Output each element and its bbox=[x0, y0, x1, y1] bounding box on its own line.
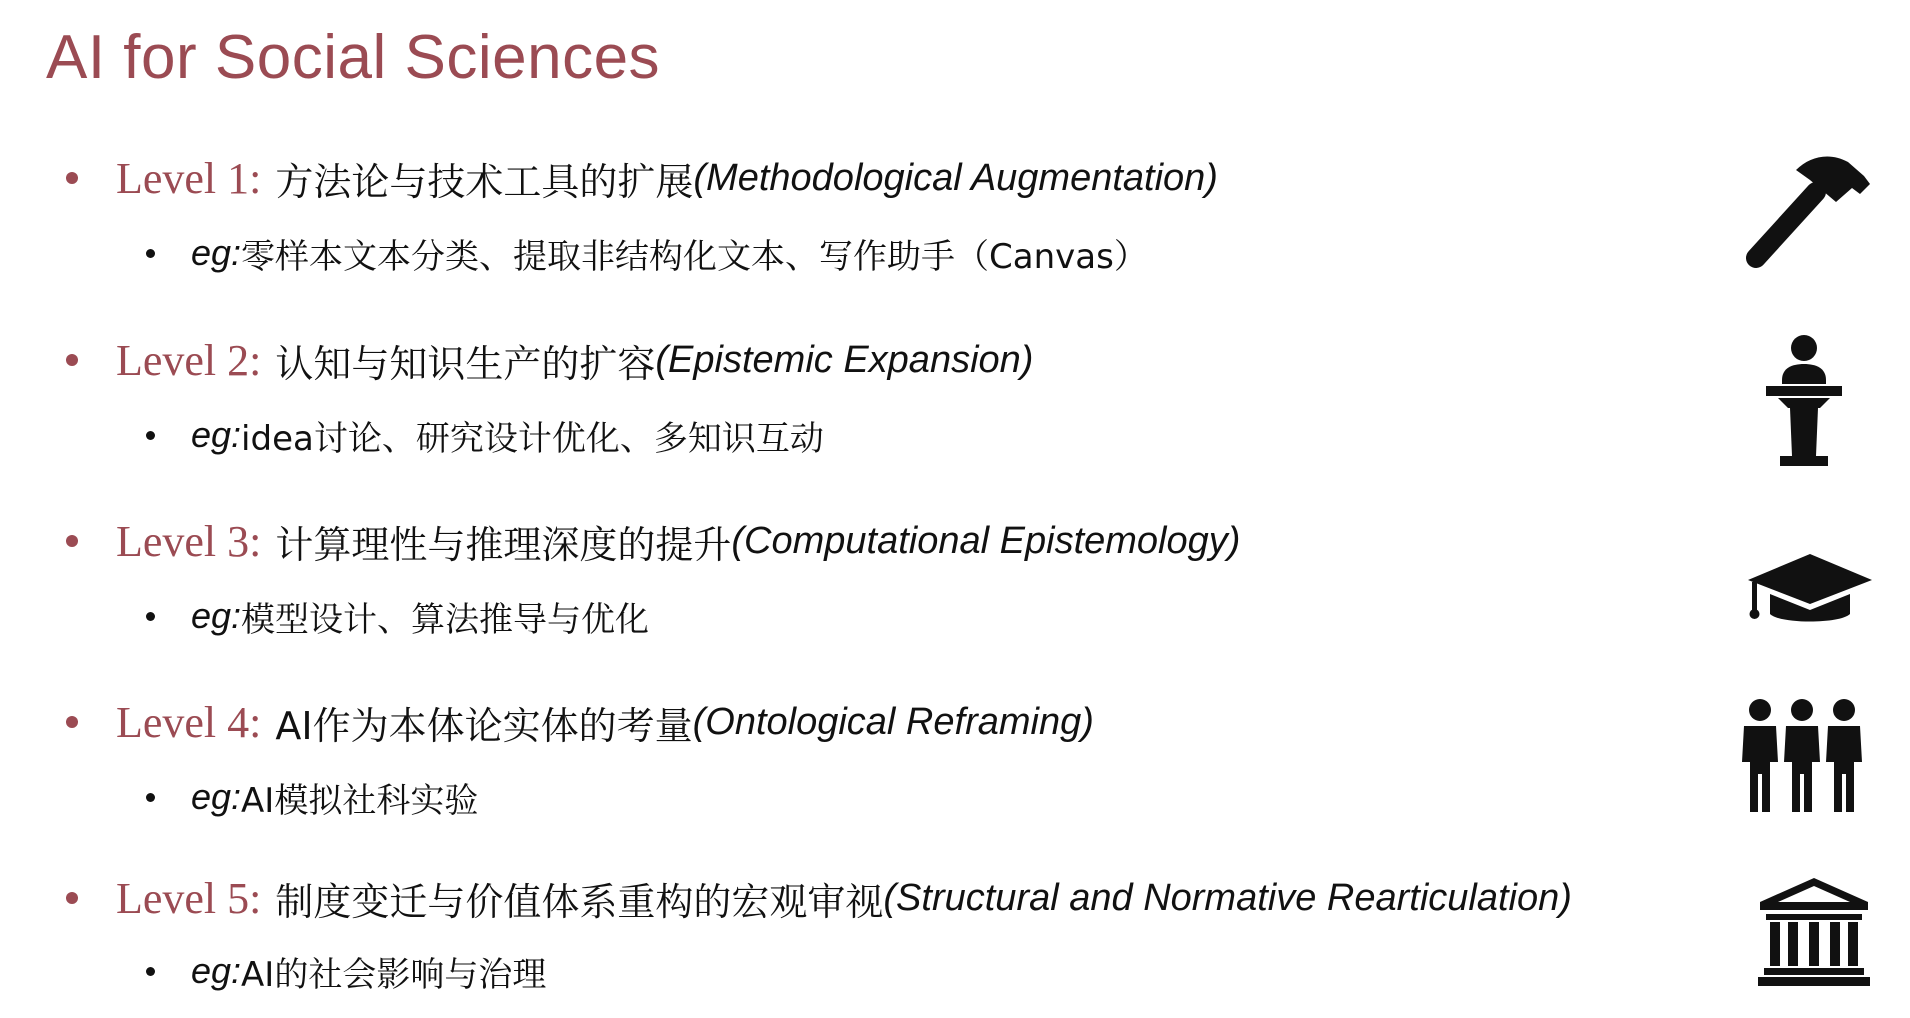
example-prefix: eg: bbox=[191, 595, 242, 636]
level-label: Level 2: bbox=[116, 335, 262, 385]
people-group-icon bbox=[1738, 698, 1866, 814]
example-text: 模型设计、算法推导与优化 bbox=[241, 599, 650, 640]
example-bullet bbox=[146, 249, 155, 258]
level-title-en: (Epistemic Expansion) bbox=[655, 338, 1034, 381]
level-4-item bbox=[66, 692, 1094, 752]
level-5-item bbox=[66, 868, 1572, 928]
level-label: Level 1: bbox=[116, 153, 262, 203]
slide-title: AI for Social Sciences bbox=[46, 23, 661, 92]
level-3-item bbox=[66, 511, 1240, 571]
level-3-example bbox=[146, 591, 649, 641]
level-4-example bbox=[146, 772, 478, 822]
level-title-zh: 方法论与技术工具的扩展 bbox=[275, 159, 694, 204]
level-title-en: (Computational Epistemology) bbox=[731, 519, 1241, 562]
level-2-example bbox=[146, 410, 824, 460]
example-text: idea讨论、研究设计优化、多知识互动 bbox=[241, 418, 824, 459]
example-bullet bbox=[146, 431, 155, 440]
example-text: 零样本文本分类、提取非结构化文本、写作助手（Canvas） bbox=[241, 236, 1148, 277]
level-title-zh: 制度变迁与价值体系重构的宏观审视 bbox=[275, 879, 884, 924]
level-title-zh: AI作为本体论实体的考量 bbox=[275, 703, 693, 748]
level-bullet bbox=[66, 716, 78, 728]
level-5-example bbox=[146, 946, 546, 996]
example-bullet bbox=[146, 967, 155, 976]
example-prefix: eg: bbox=[191, 414, 242, 455]
example-bullet bbox=[146, 612, 155, 621]
level-label: Level 4: bbox=[116, 697, 262, 747]
example-prefix: eg: bbox=[191, 950, 242, 991]
level-title-en: (Structural and Normative Rearticulation) bbox=[883, 876, 1572, 919]
speaker-podium-icon bbox=[1762, 334, 1846, 468]
level-2-item bbox=[66, 330, 1033, 390]
level-1-example bbox=[146, 228, 1148, 278]
example-text: AI的社会影响与治理 bbox=[241, 954, 547, 995]
example-bullet bbox=[146, 793, 155, 802]
example-prefix: eg: bbox=[191, 776, 242, 817]
level-title-zh: 认知与知识生产的扩容 bbox=[275, 341, 656, 386]
example-text: AI模拟社科实验 bbox=[241, 780, 479, 821]
level-label: Level 3: bbox=[116, 516, 262, 566]
hammer-icon bbox=[1738, 150, 1870, 274]
level-bullet bbox=[66, 354, 78, 366]
level-title-en: (Methodological Augmentation) bbox=[693, 156, 1218, 199]
level-bullet bbox=[66, 172, 78, 184]
level-1-item bbox=[66, 148, 1218, 208]
level-label: Level 5: bbox=[116, 873, 262, 923]
level-title-zh: 计算理性与推理深度的提升 bbox=[275, 522, 732, 567]
example-prefix: eg: bbox=[191, 232, 242, 273]
level-bullet bbox=[66, 892, 78, 904]
institution-building-icon bbox=[1756, 876, 1872, 988]
level-bullet bbox=[66, 535, 78, 547]
level-title-en: (Ontological Reframing) bbox=[692, 700, 1094, 743]
graduation-cap-icon bbox=[1746, 552, 1874, 628]
